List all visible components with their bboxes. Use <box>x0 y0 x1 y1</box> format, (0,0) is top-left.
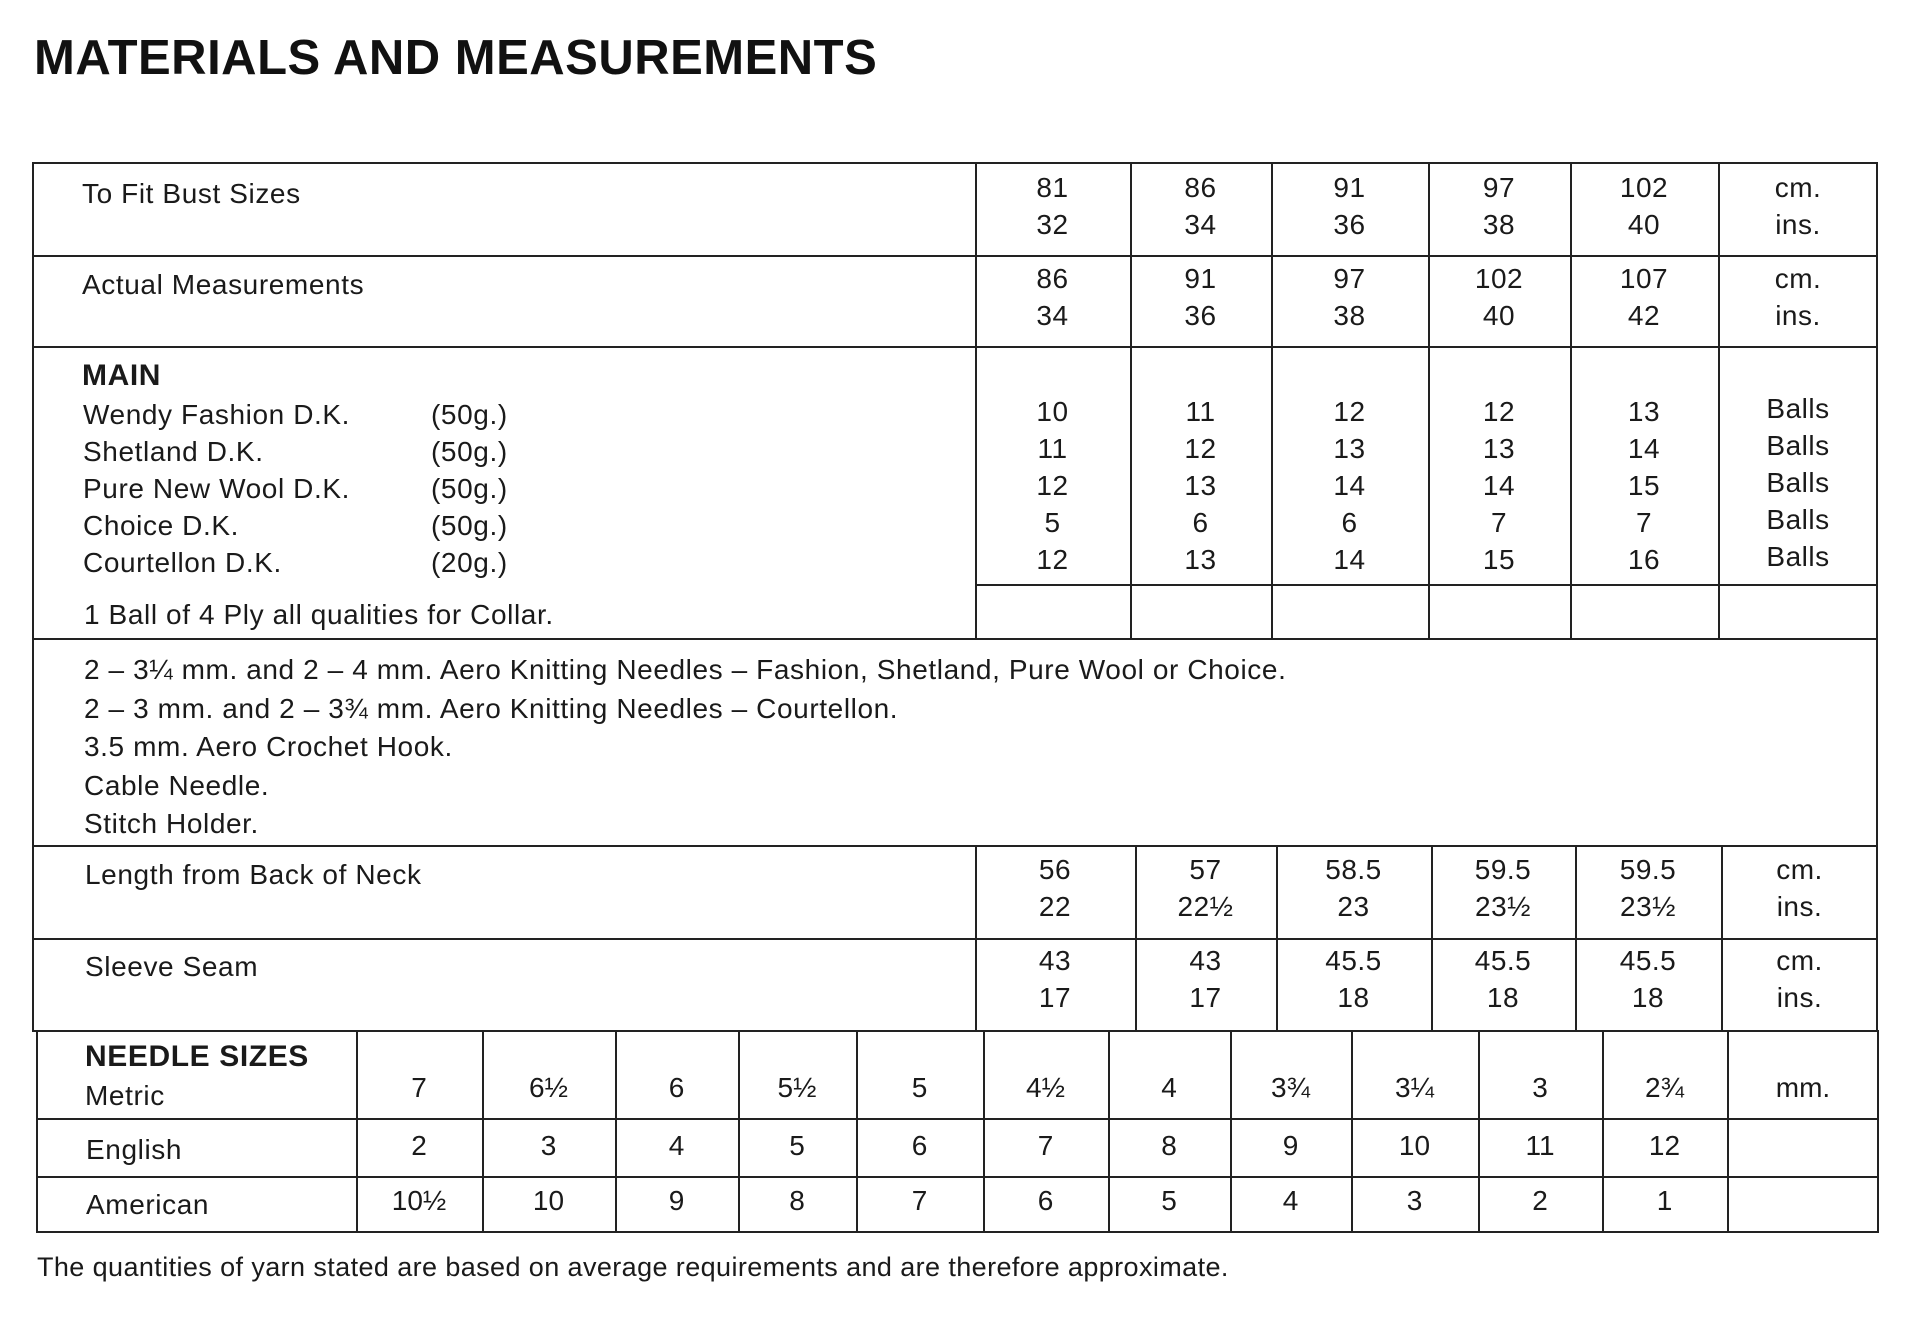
sleeve-ins-5: 18 <box>1631 982 1665 1013</box>
yarn-qty: 15 <box>1627 470 1661 501</box>
yarn-qty: 13 <box>1333 433 1366 464</box>
yarn-weight: (50g.) <box>431 510 508 541</box>
bust-unit-ins: ins. <box>1775 209 1821 240</box>
yarn-qty: 14 <box>1627 433 1661 464</box>
actual-cm-2: 91 <box>1184 263 1217 294</box>
yarn-qty: 13 <box>1184 544 1217 575</box>
yarn-name: Pure New Wool D.K. <box>83 473 351 504</box>
yarn-qty: 14 <box>1482 470 1516 501</box>
collar-note: 1 Ball of 4 Ply all qualities for Collar. <box>84 599 554 630</box>
sleeve-ins-4: 18 <box>1486 982 1520 1013</box>
yarn-name: Wendy Fashion D.K. <box>83 399 351 430</box>
bust-cm-5: 102 <box>1619 172 1669 203</box>
bust-ins-4: 38 <box>1482 209 1516 240</box>
length-ins-1: 22 <box>1038 891 1072 922</box>
needle-american-value: 6 <box>1037 1185 1054 1216</box>
yarn-weights <box>431 396 551 581</box>
needle-english-value: 6 <box>911 1130 928 1161</box>
yarn-qty: 6 <box>1341 507 1358 538</box>
needle-metric-value: 4½ <box>1026 1072 1065 1103</box>
needle-american-value: 1 <box>1656 1185 1673 1216</box>
yarn-qty: 5 <box>1044 507 1061 538</box>
length-cm-3: 58.5 <box>1325 854 1382 885</box>
needle-english-value: 12 <box>1648 1130 1681 1161</box>
yarn-names <box>83 396 423 581</box>
needle-row-label-english: English <box>86 1134 183 1165</box>
needle-american-value: 10½ <box>391 1185 447 1216</box>
length-unit-ins: ins. <box>1776 891 1823 922</box>
equipment-list <box>84 651 1864 844</box>
sleeve-cm-4: 45.5 <box>1474 945 1532 976</box>
yarn-qty: 16 <box>1627 544 1661 575</box>
needle-american-value: 2 <box>1532 1185 1548 1216</box>
yarn-qty: 13 <box>1627 396 1661 427</box>
yarn-name: Courtellon D.K. <box>83 547 282 578</box>
actual-cm-4: 102 <box>1474 263 1524 294</box>
yarn-qty: 12 <box>1482 396 1516 427</box>
yarn-qty: 7 <box>1635 507 1653 538</box>
sleeve-cm-5: 45.5 <box>1619 945 1677 976</box>
needle-english-value: 11 <box>1525 1130 1555 1161</box>
equipment-item: Cable Needle. <box>84 769 270 801</box>
actual-ins-2: 36 <box>1184 300 1217 331</box>
bust-cm-1: 81 <box>1036 172 1069 203</box>
bust-cm-3: 91 <box>1333 172 1366 203</box>
needle-american-value: 8 <box>789 1185 805 1216</box>
needle-row-label-metric: Metric <box>85 1080 165 1111</box>
bust-label: To Fit Bust Sizes <box>82 178 301 209</box>
yarn-size-col-2 <box>1130 393 1271 578</box>
actual-label: Actual Measurements <box>82 269 365 300</box>
yarn-qty: 12 <box>1036 470 1069 501</box>
yarn-name: Choice D.K. <box>83 510 239 541</box>
needle-english-value: 10 <box>1398 1130 1431 1161</box>
length-cm-4: 59.5 <box>1474 854 1532 885</box>
yarn-weight: (50g.) <box>431 436 508 467</box>
sleeve-ins-3: 18 <box>1337 982 1370 1013</box>
equipment-item: Stitch Holder. <box>84 808 259 839</box>
yarn-size-col-3 <box>1271 393 1428 578</box>
yarn-weight: (50g.) <box>431 399 508 430</box>
bust-ins-3: 36 <box>1333 209 1366 240</box>
needle-english-value: 8 <box>1161 1130 1177 1161</box>
actual-cm-5: 107 <box>1619 263 1669 294</box>
needle-american-value: 3 <box>1406 1185 1423 1216</box>
yarn-qty: 10 <box>1036 396 1069 427</box>
yarn-weight: (50g.) <box>431 473 508 504</box>
actual-ins-1: 34 <box>1036 300 1069 331</box>
actual-ins-5: 42 <box>1627 300 1661 331</box>
needle-english-value: 7 <box>1037 1130 1054 1161</box>
equipment-item: 2 – 3 mm. and 2 – 3¾ mm. Aero Knitting Needles – Courtellon. <box>84 692 899 724</box>
length-cm-1: 56 <box>1038 854 1072 885</box>
needle-english-value: 5 <box>789 1130 805 1161</box>
needle-american-value: 10 <box>532 1185 565 1216</box>
needle-heading: NEEDLE SIZES <box>85 1040 309 1073</box>
needle-metric-value: 3¾ <box>1271 1072 1310 1103</box>
sleeve-label: Sleeve Seam <box>85 951 259 982</box>
page-title: MATERIALS AND MEASUREMENTS <box>34 31 878 85</box>
yarn-qty: 11 <box>1037 433 1068 464</box>
needle-unit-metric: mm. <box>1775 1072 1831 1103</box>
actual-ins-3: 38 <box>1333 300 1366 331</box>
needle-metric-value: 6½ <box>529 1072 568 1103</box>
yarn-unit: Balls <box>1766 541 1830 572</box>
yarn-size-col-1 <box>975 393 1130 578</box>
needle-metric-value: 5½ <box>777 1072 817 1103</box>
sleeve-cm-2: 43 <box>1189 945 1222 976</box>
needle-american-value: 7 <box>911 1185 928 1216</box>
needle-english-value: 4 <box>668 1130 685 1161</box>
yarn-qty: 12 <box>1333 396 1366 427</box>
sleeve-ins-1: 17 <box>1038 982 1072 1013</box>
actual-ins-4: 40 <box>1482 300 1516 331</box>
footnote: The quantities of yarn stated are based on average requirements and are therefore approximate. <box>37 1252 1229 1282</box>
length-label: Length from Back of Neck <box>85 859 422 890</box>
yarn-qty: 14 <box>1333 544 1366 575</box>
yarn-unit: Balls <box>1766 430 1830 461</box>
needle-american-value: 5 <box>1161 1185 1177 1216</box>
yarn-unit-col <box>1718 390 1878 575</box>
yarn-name: Shetland D.K. <box>83 436 264 467</box>
length-unit-cm: cm. <box>1776 854 1823 885</box>
needle-row-label-american: American <box>86 1189 210 1220</box>
yarn-qty: 7 <box>1490 507 1508 538</box>
needle-metric-value: 4 <box>1161 1072 1177 1103</box>
yarn-size-col-4 <box>1428 393 1570 578</box>
equipment-item: 2 – 3¼ mm. and 2 – 4 mm. Aero Knitting Needles – Fashion, Shetland, Pure Wool or Choice. <box>84 654 1287 685</box>
actual-unit-ins: ins. <box>1775 300 1821 331</box>
sleeve-unit-ins: ins. <box>1776 982 1823 1013</box>
bust-unit-cm: cm. <box>1774 172 1822 203</box>
bust-cm-2: 86 <box>1184 172 1217 203</box>
yarn-qty: 6 <box>1192 507 1209 538</box>
needle-metric-value: 3 <box>1532 1072 1548 1103</box>
actual-cm-3: 97 <box>1333 263 1366 294</box>
length-cm-2: 57 <box>1189 854 1222 885</box>
yarn-qty: 13 <box>1482 433 1516 464</box>
bust-ins-1: 32 <box>1036 209 1069 240</box>
needle-english-value: 2 <box>411 1130 427 1161</box>
actual-cm-1: 86 <box>1036 263 1069 294</box>
length-ins-3: 23 <box>1337 891 1370 922</box>
needle-english-value: 9 <box>1282 1130 1299 1161</box>
bust-ins-2: 34 <box>1184 209 1217 240</box>
yarn-qty: 15 <box>1482 544 1516 575</box>
needle-english-value: 3 <box>540 1130 557 1161</box>
yarn-weight: (20g.) <box>431 547 508 578</box>
sleeve-unit-cm: cm. <box>1776 945 1823 976</box>
sleeve-cm-1: 43 <box>1038 945 1072 976</box>
yarn-qty: 13 <box>1184 470 1217 501</box>
yarn-size-col-5 <box>1570 393 1718 578</box>
yarn-qty: 14 <box>1333 470 1366 501</box>
yarn-qty: 11 <box>1185 396 1216 427</box>
needle-metric-value: 2¾ <box>1645 1072 1684 1103</box>
length-ins-4: 23½ <box>1475 891 1531 922</box>
yarn-qty: 12 <box>1036 544 1069 575</box>
main-heading: MAIN <box>82 359 162 392</box>
length-cm-5: 59.5 <box>1619 854 1677 885</box>
needle-american-value: 9 <box>668 1185 685 1216</box>
bust-ins-5: 40 <box>1627 209 1661 240</box>
needle-metric-value: 3¼ <box>1395 1072 1434 1103</box>
yarn-unit: Balls <box>1766 467 1830 498</box>
yarn-unit: Balls <box>1766 393 1830 424</box>
needle-metric-value: 6 <box>668 1072 685 1103</box>
needle-metric-value: 7 <box>411 1072 427 1103</box>
actual-unit-cm: cm. <box>1774 263 1822 294</box>
yarn-unit: Balls <box>1766 504 1830 535</box>
sleeve-cm-3: 45.5 <box>1325 945 1382 976</box>
length-ins-5: 23½ <box>1620 891 1676 922</box>
yarn-qty: 12 <box>1184 433 1217 464</box>
sleeve-ins-2: 17 <box>1189 982 1222 1013</box>
equipment-item: 3.5 mm. Aero Crochet Hook. <box>84 731 453 762</box>
needle-metric-value: 5 <box>911 1072 928 1103</box>
bust-cm-4: 97 <box>1482 172 1516 203</box>
needle-american-value: 4 <box>1282 1185 1299 1216</box>
length-ins-2: 22½ <box>1177 891 1234 922</box>
